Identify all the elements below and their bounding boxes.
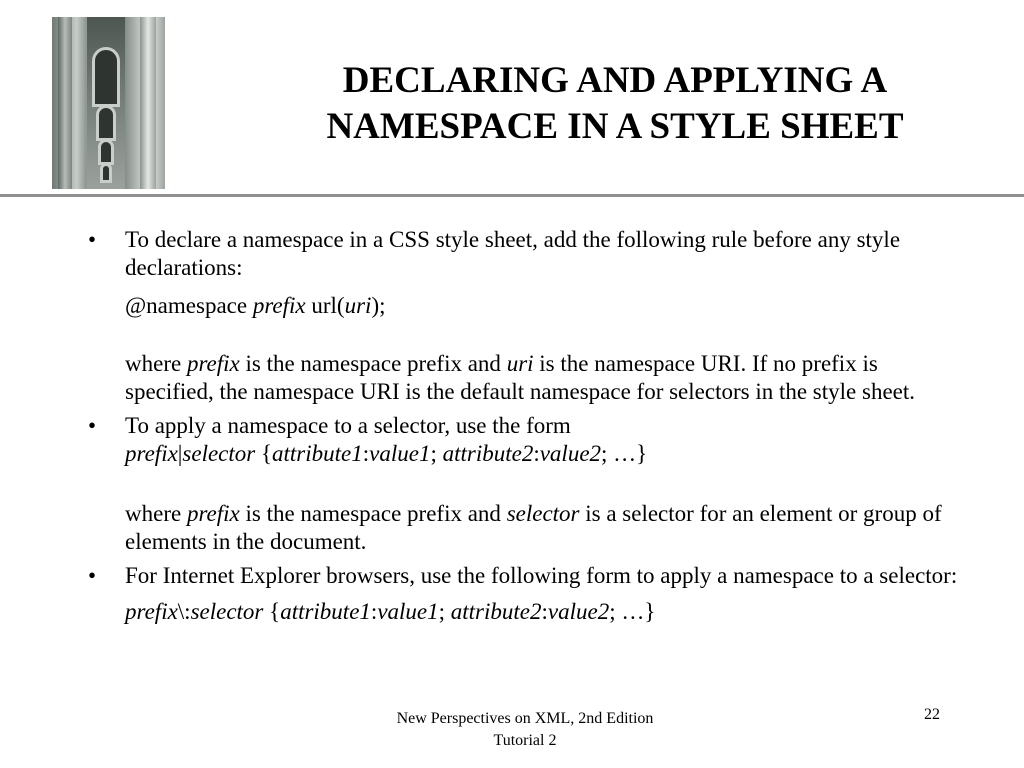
bullet-item [88,226,968,282]
code-text: ; [438,599,451,624]
bullet-item [88,412,968,440]
where-text: where [125,501,187,526]
code-italic: value2 [547,599,610,624]
code-text: { [255,441,273,466]
code-italic: uri [344,293,372,318]
code-text: : [370,599,378,624]
code-italic: attribute1 [280,599,371,624]
where-italic: prefix [186,351,240,376]
code-text: ); [371,293,386,318]
bridge-arches-photo [52,17,165,189]
code-italic: value1 [369,441,431,466]
code-text: ; …} [609,599,656,624]
bullet-marker: • [88,413,97,438]
page-number: 22 [924,706,940,723]
photo-arch [96,105,116,141]
code-text: @namespace [125,293,253,318]
bullet-marker: • [88,227,97,252]
photo-pillar-left [58,17,72,189]
where-text: is the namespace prefix and [239,501,507,526]
code-italic: attribute2 [450,599,542,624]
code-text: : [362,441,370,466]
where-text: where [125,351,187,376]
where-italic: uri [506,351,534,376]
code-text: ; …} [601,441,648,466]
where-explanation [125,350,968,406]
slide-title-line-2: NAMESPACE IN A STYLE SHEET [326,106,904,147]
code-italic: value1 [377,599,439,624]
code-italic: attribute1 [272,441,363,466]
slide-body [88,226,968,626]
code-text: ; [430,441,443,466]
photo-arch [98,139,114,165]
photo-pillar-right [140,17,156,189]
photo-arch [100,163,112,183]
code-italic: prefix [125,441,178,466]
bullet-text: To declare a namespace in a CSS style sheet, add the following rule before any style declarations: [125,227,901,280]
where-italic: prefix [186,501,240,526]
footer-tutorial: Tutorial 2 [493,732,557,749]
where-text: is a selector for an element or group of elements in the document. [125,501,942,554]
code-text: { [263,599,281,624]
bullet-text: For Internet Explorer browsers, use the following form to apply a namespace to a selector: [125,563,958,588]
where-text: is the namespace URI. If no prefix is specified, the namespace URI is the default namespace for selectors in the style sheet. [125,351,916,404]
code-italic: prefix [125,599,178,624]
code-text: url( [305,293,345,318]
footer-book-title: New Perspectives on XML, 2nd Edition [396,710,654,727]
code-text: | [177,441,183,466]
code-text: : [541,599,548,624]
code-italic: value2 [539,441,602,466]
photo-arch [92,47,120,107]
title-divider [0,194,1024,197]
code-italic: selector [190,599,264,624]
code-italic: selector [182,441,256,466]
where-text: is the namespace prefix and [239,351,507,376]
bullet-item [88,562,968,590]
code-text: : [533,441,540,466]
where-explanation [125,500,968,556]
slide-footer [330,708,720,752]
slide-title-line-1: DECLARING AND APPLYING A [342,60,888,101]
bullet-text: To apply a namespace to a selector, use the form [125,413,571,438]
code-example [125,440,968,468]
code-italic: attribute2 [442,441,534,466]
code-italic: prefix [252,293,306,318]
code-text: \: [177,599,191,624]
bullet-marker: • [88,563,97,588]
slide-title [240,58,990,150]
code-example [125,292,968,320]
code-example [125,598,968,626]
where-italic: selector [506,501,580,526]
